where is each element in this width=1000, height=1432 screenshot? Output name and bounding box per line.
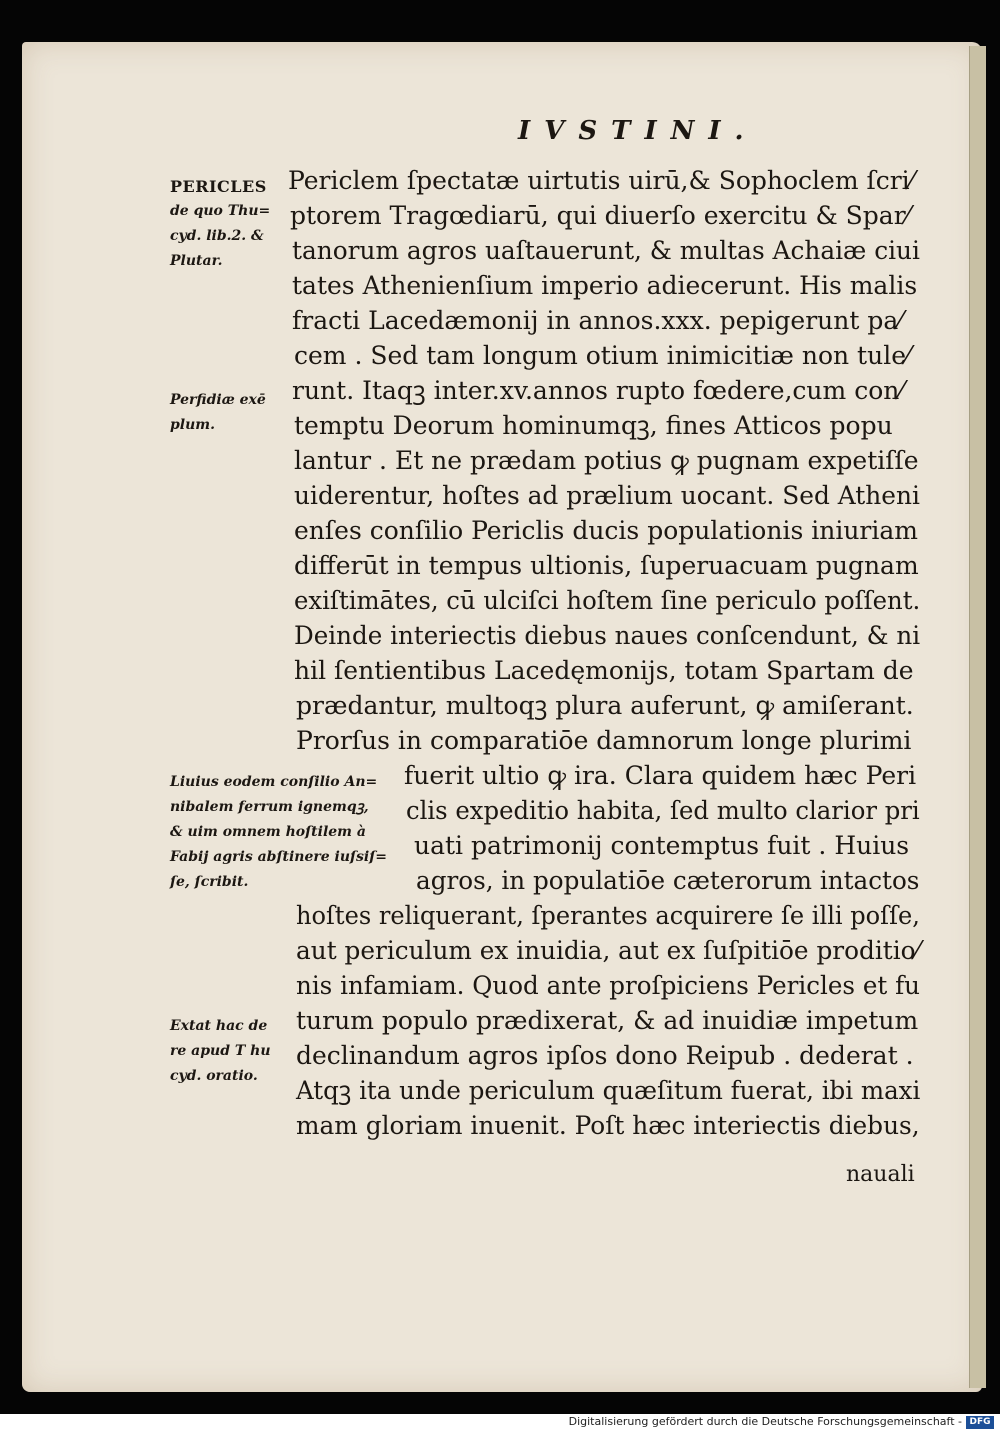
margin-note-line: de quo Thu= — [170, 203, 271, 219]
body-line: cem . Sed tam longum otium inimicitiæ non tule⁄ — [294, 341, 911, 370]
margin-note-line: PERICLES — [170, 177, 267, 196]
body-line: clis expeditio habita, ſed multo clarior pri — [406, 796, 920, 825]
margin-note-line: re apud T hu — [170, 1043, 271, 1059]
body-line: lantur . Et ne prædam potius ꝙ pugnam expetiſſe — [294, 446, 919, 475]
body-line: hil ſentientibus Lacedęmonijs, totam Spartam de — [294, 656, 914, 685]
body-line: exiſtimātes, cū ulciſci hoſtem ſine periculo poſſent. — [294, 586, 921, 615]
margin-note-line: Extat hac de — [170, 1018, 268, 1034]
body-line: differūt in tempus ultionis, ſuperuacuam pugnam — [294, 551, 919, 580]
dfg-logo: DFG — [966, 1416, 994, 1429]
body-line: uati patrimonij contemptus fuit . Huius — [414, 831, 910, 860]
body-line: fuerit ultio ꝙ ira. Clara quidem hæc Peri — [404, 761, 917, 790]
body-line: turum populo prædixerat, & ad inuidiæ impetum — [296, 1006, 919, 1035]
margin-note-pericles — [170, 174, 270, 274]
body-line: temptu Deorum hominumqꝫ, fines Atticos popu — [294, 411, 893, 440]
catchword: nauali — [846, 1162, 915, 1187]
body-line: declinandum agros ipſos dono Reipub . dederat . — [296, 1041, 914, 1070]
margin-note-line: nibalem ferrum ignemqꝫ, — [170, 799, 369, 815]
footer-credit: Digitalisierung gefördert durch die Deutsche Forschungsgemeinschaft - — [568, 1415, 962, 1428]
margin-note-line: Perfidiæ exē — [170, 392, 266, 408]
margin-note-line: Liuius eodem conſilio An= — [170, 774, 378, 790]
margin-note-liuius — [170, 770, 387, 895]
body-line: runt. Itaqꝫ inter.xv.annos rupto fœdere,cum con⁄ — [292, 376, 904, 405]
body-line: enſes conſilio Periclis ducis populationis iniuriam — [294, 516, 918, 545]
body-line: hoſtes reliquerant, ſperantes acquirere ſe illi poſſe, — [296, 901, 920, 930]
page-edge — [969, 46, 986, 1388]
body-line: Atqꝫ ita unde periculum quæſitum fuerat, ibi maxi — [296, 1076, 921, 1105]
body-line: Prorſus in comparatiōe damnorum longe plurimi — [296, 726, 912, 755]
margin-note-perfidiae — [170, 388, 266, 438]
body-line: Periclem ſpectatæ uirtutis uirū,& Sophoclem ſcri⁄ — [288, 166, 914, 195]
body-line: tanorum agros uaſtauerunt, & multas Achaiæ ciui — [292, 236, 920, 265]
margin-note-line: cyd. lib.2. & — [170, 228, 264, 244]
margin-note-line: cyd. oratio. — [170, 1068, 258, 1084]
margin-note-line: plum. — [170, 417, 215, 433]
body-line: ptorem Tragœdiarū, qui diuerſo exercitu & Spar⁄ — [290, 201, 910, 230]
margin-note-line: Plutar. — [170, 253, 223, 269]
body-line: Deinde interiectis diebus naues conſcendunt, & ni — [294, 621, 921, 650]
body-line: mam gloriam inuenit. Poſt hæc interiectis diebus, — [296, 1111, 920, 1140]
running-head: IVSTINI. — [518, 116, 758, 146]
body-line: agros, in populatiōe cæterorum intactos — [416, 866, 920, 895]
margin-note-line: ſe, ſcribit. — [170, 874, 249, 890]
body-line: tates Athenienſium imperio adiecerunt. His malis — [292, 271, 918, 300]
body-line: aut periculum ex inuidia, aut ex ſuſpitiōe proditio⁄ — [296, 936, 920, 965]
footer-bar — [0, 1414, 1000, 1432]
body-line: fracti Lacedæmonij in annos.xxx. pepigerunt pa⁄ — [292, 306, 903, 335]
margin-note-line: Fabij agris abſtinere iuſsiſ= — [170, 849, 387, 865]
body-line: nis infamiam. Quod ante proſpiciens Pericles et fu — [296, 971, 921, 1000]
body-line: uiderentur, hoſtes ad prælium uocant. Sed Atheni — [294, 481, 920, 510]
body-line: prædantur, multoqꝫ plura auferunt, ꝙ amiſerant. — [296, 691, 914, 720]
margin-note-line: & uim omnem hoſtilem à — [170, 824, 366, 840]
margin-note-extat — [170, 1014, 271, 1089]
